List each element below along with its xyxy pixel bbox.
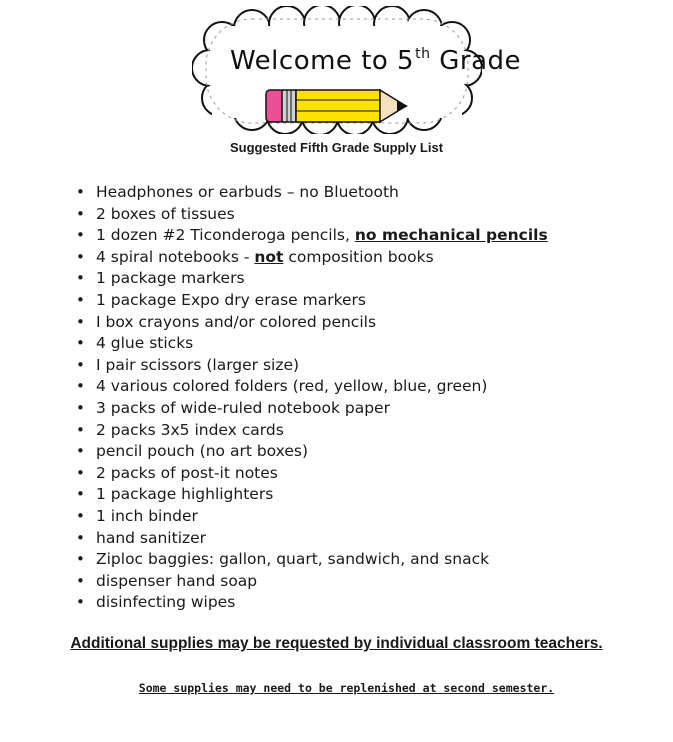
list-item: • 4 glue sticks (96, 333, 548, 355)
emphasis-text: no mechanical pencils (354, 226, 548, 245)
list-item: • 3 packs of wide-ruled notebook paper (96, 398, 548, 420)
list-item: • disinfecting wipes (96, 592, 548, 614)
list-item: • pencil pouch (no art boxes) (96, 441, 548, 463)
additional-supplies-note: Additional supplies may be requested by individual classroom teachers. (70, 635, 603, 652)
list-item: • 1 package highlighters (96, 484, 548, 506)
list-item: • 4 various colored folders (red, yellow, blue, green) (96, 376, 548, 398)
semester-note: Some supplies may need to be replenished at second semester. (138, 681, 555, 695)
list-item: • 1 package markers (96, 268, 548, 290)
list-item: • I box crayons and/or colored pencils (96, 312, 548, 334)
banner-title: Welcome to 5th Grade (230, 46, 522, 76)
list-item: • 2 packs of post-it notes (96, 463, 548, 485)
list-item: • I pair scissors (larger size) (96, 355, 548, 377)
list-item: • dispenser hand soap (96, 571, 548, 593)
list-item: • 1 package Expo dry erase markers (96, 290, 548, 312)
list-item: • 2 boxes of tissues (96, 204, 548, 226)
supply-list (96, 182, 548, 614)
list-item: • Ziploc baggies: gallon, quart, sandwich, and snack (96, 549, 548, 571)
list-item: • hand sanitizer (96, 528, 548, 550)
list-item: • 4 spiral notebooks - not composition books (96, 247, 548, 269)
emphasis-text: not (254, 247, 284, 266)
list-item: • 2 packs 3x5 index cards (96, 420, 548, 442)
list-item: • Headphones or earbuds – no Bluetooth (96, 182, 548, 204)
list-item: • 1 dozen #2 Ticonderoga pencils, no mechanical pencils (96, 225, 548, 247)
pencil-icon (266, 90, 408, 122)
list-item: • 1 inch binder (96, 506, 548, 528)
page-subtitle: Suggested Fifth Grade Supply List (229, 140, 444, 155)
